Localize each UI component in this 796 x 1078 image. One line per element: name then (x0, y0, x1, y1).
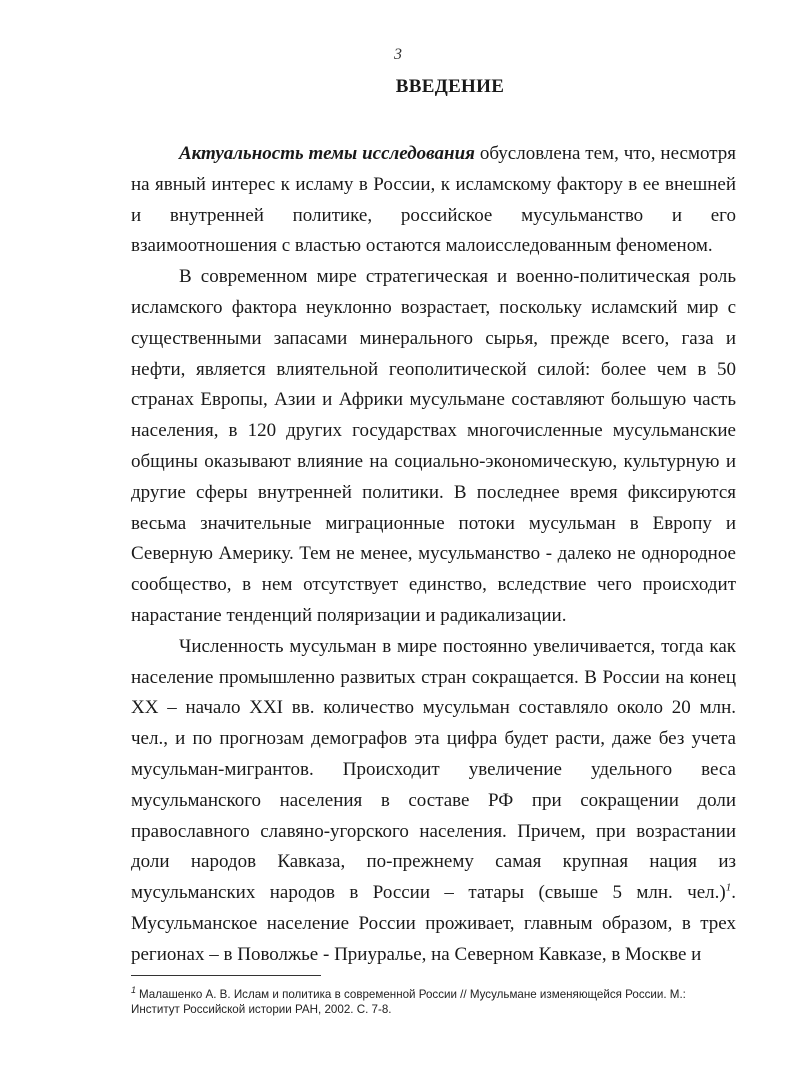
paragraph-muslim-population (131, 632, 736, 971)
emphasis-relevance: Актуальность темы исследования (179, 143, 475, 164)
paragraph-text: обусловлена тем, что, несмотря на явный интерес к исламу в России, к исламскому фактору в ее внешней и внутренней политике, российское мусульманство и его взаимоотношения с властью остаются малоисследованным феноменом. (131, 143, 736, 257)
page-title: ВВЕДЕНИЕ (395, 76, 505, 97)
footnote-text: Малашенко А. В. Ислам и политика в современной России // Мусульмане изменяющейся России. М.: Институт Российской истории РАН, 2002. С. 7-8. (131, 987, 686, 1016)
main-text (131, 139, 736, 971)
footnote-divider (131, 975, 321, 976)
paragraph-text: Численность мусульман в мире постоянно увеличивается, тогда как население промышленно развитых стран сокращается. В России на конец XX – начало XXI вв. количество мусульман составляло около 20 млн. чел., и по прогнозам демографов эта цифра будет расти, даже без учета мусульман-мигрантов. Происходит увеличение удельного веса мусульманского населения в составе РФ при сокращении доли православного славяно-угорского населения. Причем, при возрастании доли народов Кавказа, по-прежнему самая крупная нация из мусульманских народов в России – татары (свыше 5 млн. чел.) (131, 635, 736, 904)
paragraph-text: . Мусульманское население России проживает, главным образом, в трех регионах – в Поволжье - Приуралье, на Северном Кавказе, в Москве и (131, 882, 736, 965)
page-number: 3 (394, 46, 402, 63)
paragraph-relevance (131, 139, 736, 262)
footnote-reference: 1 (725, 881, 732, 894)
paragraph-islamic-factor: В современном мире стратегическая и военно-политическая роль исламского фактора неуклонно возрастает, поскольку исламский мир с существенными запасами минерального сырья, прежде всего, газа и нефти, является влиятельной геополитической силой: более чем в 50 странах Европы, Азии и Африки мусульмане составляют большую часть населения, в 120 других государствах многочисленные мусульманские общины оказывают влияние на социально-экономическую, культурную и другие сферы внутренней политики. В последнее время фиксируются весьма значительные миграционные потоки мусульман в Европу и Северную Америку. Тем не менее, мусульманство - далеко не однородное сообщество, в нем отсутствует единство, вследствие чего происходит нарастание тенденций поляризации и радикализации. (131, 266, 736, 626)
footnote-marker: 1 (131, 985, 137, 995)
footnote (131, 983, 737, 1017)
